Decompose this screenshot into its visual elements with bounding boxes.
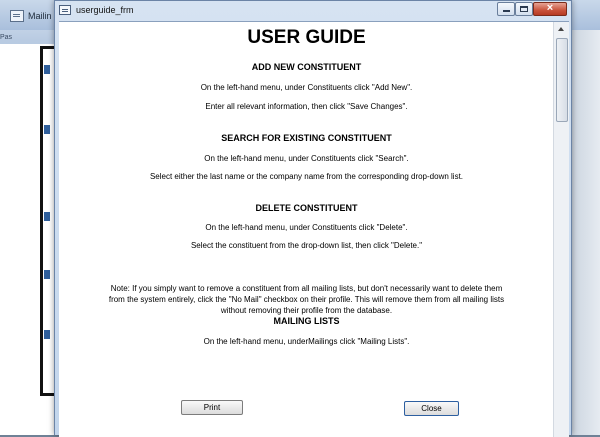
background-nav-marker[interactable] — [44, 270, 50, 279]
window-close-button[interactable] — [533, 2, 567, 16]
background-tab-title: Mailin — [28, 11, 52, 21]
background-ribbon-label: Pas — [0, 34, 13, 41]
scroll-thumb[interactable] — [556, 38, 568, 122]
section-line: On the left-hand menu, under Constituents click "Add New". — [200, 83, 413, 92]
background-nav-marker[interactable] — [44, 330, 50, 339]
section-line: On the left-hand menu, underMailings click "Mailing Lists". — [203, 337, 410, 346]
background-nav-marker[interactable] — [44, 212, 50, 221]
section-line: On the left-hand menu, under Constituents click "Search". — [204, 154, 409, 163]
note-line: Note: If you simply want to remove a constituent from all mailing lists, but don't necessarily want to delete them — [110, 284, 503, 293]
background-nav-marker[interactable] — [44, 65, 50, 74]
form-icon — [10, 10, 24, 22]
section-heading-mailing: MAILING LISTS — [273, 316, 340, 326]
background-side-panel — [569, 30, 600, 435]
form-icon — [59, 5, 71, 15]
print-button[interactable]: Print — [181, 400, 243, 415]
dialog-titlebar[interactable] — [55, 1, 571, 21]
vertical-scrollbar[interactable] — [553, 22, 569, 437]
background-window-tab[interactable] — [8, 8, 56, 24]
note-line: from the system entirely, click the "No Mail" checkbox on their profile. This will remove them from all mailing lists — [108, 295, 505, 304]
scroll-up-arrow-icon[interactable] — [554, 22, 569, 37]
section-heading-add: ADD NEW CONSTITUENT — [251, 62, 362, 72]
page-title: USER GUIDE — [247, 27, 366, 48]
maximize-button[interactable] — [515, 2, 533, 16]
section-line: Select the constituent from the drop-down list, then click "Delete." — [190, 241, 423, 250]
section-line: On the left-hand menu, under Constituents click "Delete". — [205, 223, 408, 232]
section-line: Select either the last name or the company name from the corresponding drop-down list. — [149, 172, 464, 181]
close-button[interactable]: Close — [404, 401, 459, 416]
dialog-client-area — [59, 21, 569, 437]
close-icon: × — [546, 2, 554, 14]
delete-note — [59, 283, 554, 316]
userguide-dialog — [54, 0, 572, 435]
section-line: Enter all relevant information, then click "Save Changes". — [205, 102, 408, 111]
background-nav-marker[interactable] — [44, 125, 50, 134]
minimize-button[interactable] — [497, 2, 515, 16]
section-heading-search: SEARCH FOR EXISTING CONSTITUENT — [221, 133, 392, 143]
note-line: without removing their profile from the database. — [220, 306, 393, 315]
section-heading-delete: DELETE CONSTITUENT — [255, 203, 358, 213]
guide-content — [59, 22, 554, 437]
dialog-title: userguide_frm — [76, 5, 134, 15]
